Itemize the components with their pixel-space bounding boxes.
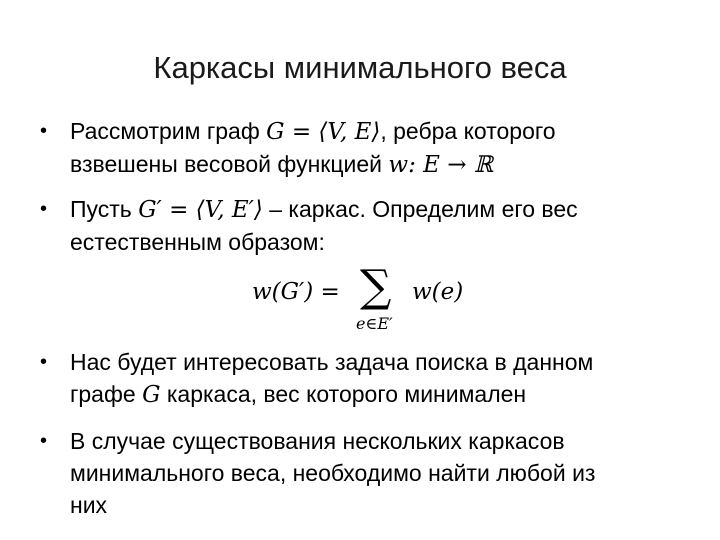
bullet-dot: •	[40, 120, 48, 142]
bullet-3-text-c: каркаса, вес которого минимален	[160, 381, 527, 407]
graph-symbol-math: G	[142, 382, 161, 408]
bullet-item-4	[40, 425, 700, 521]
weight-formula	[250, 260, 510, 340]
formula-rhs: w(e)	[412, 279, 464, 305]
bullet-4-text-c: них	[70, 492, 108, 518]
bullet-item-2	[40, 193, 700, 258]
graph-math: G = ⟨V, E⟩	[266, 119, 381, 145]
bullet-item-1	[40, 115, 700, 181]
bullet-text	[70, 115, 700, 181]
bullet-1-text-b: , ребра которого	[380, 118, 556, 144]
bullet-text	[70, 193, 700, 258]
bullet-2-text-a: Пусть	[70, 196, 139, 222]
bullet-dot: •	[40, 198, 48, 220]
bullet-4-text-b: минимального веса, необходимо найти любой из	[70, 460, 596, 486]
weight-function-math: w: E → ℝ	[388, 152, 493, 178]
slide-title: Каркасы минимального веса	[153, 50, 567, 85]
bullet-dot: •	[40, 351, 48, 373]
bullet-item-3	[40, 346, 700, 411]
bullet-text	[70, 346, 700, 411]
bullet-2-text-c: естественным образом:	[70, 229, 325, 255]
formula-subscript: e∈E′	[356, 314, 393, 333]
bullet-1-text-c: взвешены весовой функцией	[70, 151, 389, 177]
bullet-dot: •	[40, 430, 48, 452]
formula-lhs: w(G′) =	[252, 279, 340, 305]
bullet-2-text-b: – каркас. Определим его вес	[262, 196, 578, 222]
bullet-1-text-a: Рассмотрим граф	[70, 118, 267, 144]
bullet-3-text-a: Нас будет интересовать задача поиска в данном	[70, 349, 594, 375]
bullet-4-text-a: В случае существования нескольких каркасов	[70, 428, 565, 454]
sum-icon: ∑	[360, 261, 392, 312]
bullet-text	[70, 425, 700, 521]
bullet-3-text-b: графе	[70, 381, 143, 407]
spanning-tree-math: G′ = ⟨V, E′⟩	[138, 197, 263, 223]
